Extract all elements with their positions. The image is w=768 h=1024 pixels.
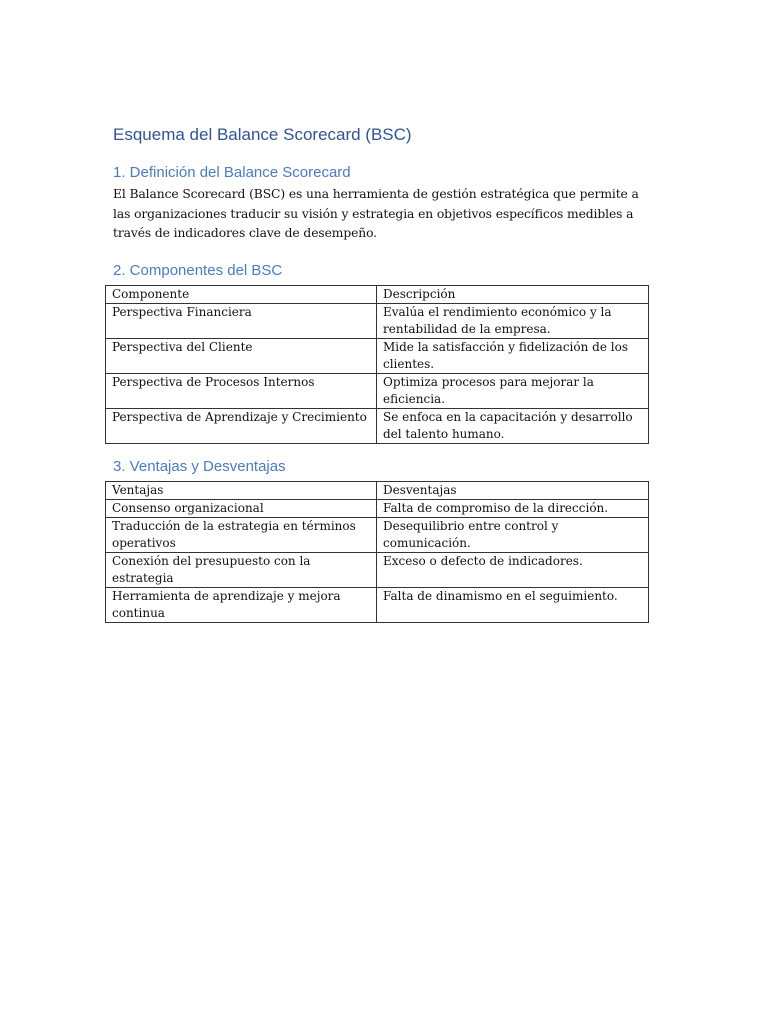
table-row	[106, 499, 649, 517]
table-cell: Desequilibrio entre control y comunicación.	[377, 517, 649, 552]
table-cell: Mide la satisfacción y fidelización de los clientes.	[377, 338, 649, 373]
components-table	[105, 285, 649, 444]
document-body	[113, 124, 648, 623]
table-header-cell: Componente	[106, 285, 377, 303]
table-cell: Se enfoca en la capacitación y desarrollo del talento humano.	[377, 408, 649, 443]
table-cell: Consenso organizacional	[106, 499, 377, 517]
table-row	[106, 517, 649, 552]
table-header-row	[106, 285, 649, 303]
table-cell: Falta de dinamismo en el seguimiento.	[377, 587, 649, 622]
table-row	[106, 373, 649, 408]
definition-paragraph: El Balance Scorecard (BSC) es una herramienta de gestión estratégica que permite a las organizaciones traducir su visión y estrategia en objetivos específicos medibles a través de indicadores clave de desempeño.	[113, 187, 639, 240]
table-cell: Optimiza procesos para mejorar la eficiencia.	[377, 373, 649, 408]
table-cell: Evalúa el rendimiento económico y la rentabilidad de la empresa.	[377, 303, 649, 338]
table-cell: Traducción de la estrategia en términos operativos	[106, 517, 377, 552]
document-title: Esquema del Balance Scorecard (BSC)	[113, 125, 412, 144]
table-cell: Herramienta de aprendizaje y mejora continua	[106, 587, 377, 622]
table-cell: Perspectiva Financiera	[106, 303, 377, 338]
table-row	[106, 408, 649, 443]
table-row	[106, 587, 649, 622]
table-cell: Falta de compromiso de la dirección.	[377, 499, 649, 517]
table-cell: Perspectiva de Procesos Internos	[106, 373, 377, 408]
table-row	[106, 552, 649, 587]
advantages-table	[105, 481, 649, 623]
table-header-row	[106, 481, 649, 499]
table-header-cell: Descripción	[377, 285, 649, 303]
table-cell: Exceso o defecto de indicadores.	[377, 552, 649, 587]
section-heading-advantages: 3. Ventajas y Desventajas	[113, 457, 286, 475]
table-row	[106, 303, 649, 338]
table-header-cell: Desventajas	[377, 481, 649, 499]
section-heading-definition: 1. Definición del Balance Scorecard	[113, 164, 351, 181]
table-cell: Perspectiva de Aprendizaje y Crecimiento	[106, 408, 377, 443]
table-row	[106, 338, 649, 373]
table-cell: Perspectiva del Cliente	[106, 338, 377, 373]
section-heading-components: 2. Componentes del BSC	[113, 261, 283, 279]
table-header-cell: Ventajas	[106, 481, 377, 499]
table-cell: Conexión del presupuesto con la estrategia	[106, 552, 377, 587]
